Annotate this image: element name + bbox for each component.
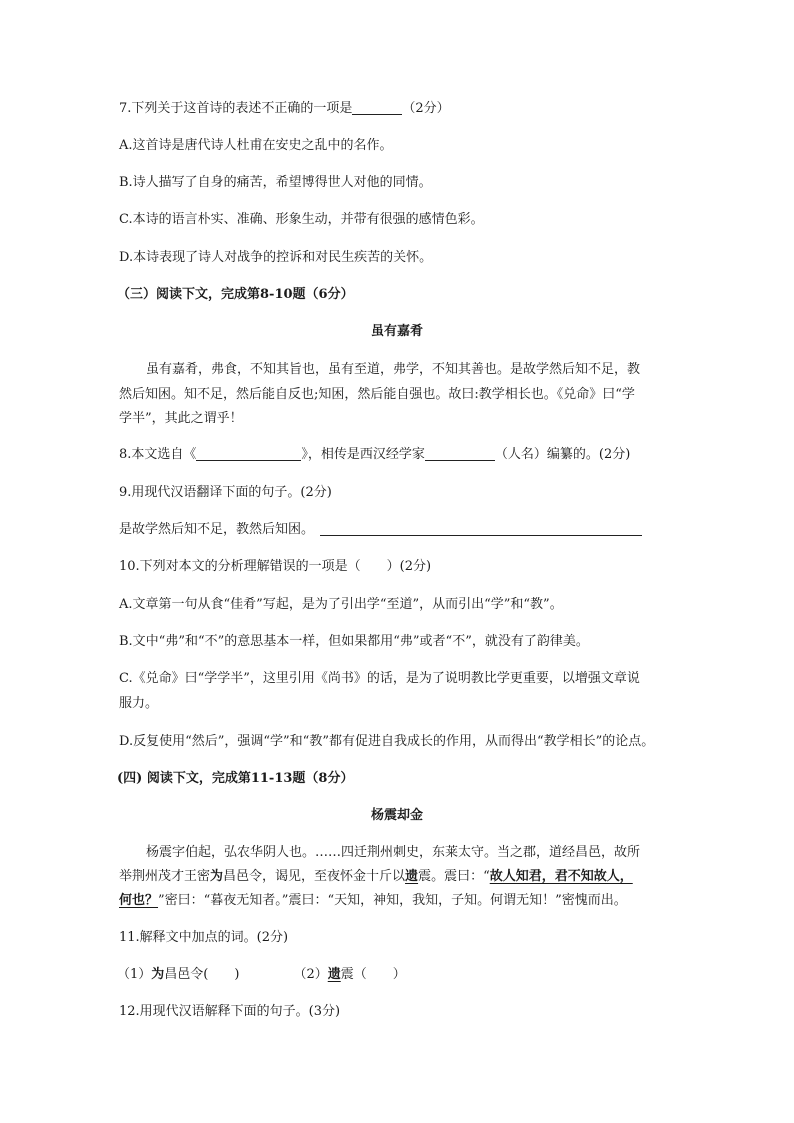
passage-2-line-1: 杨震字伯起，弘农华阴人也。……四迁荆州刺史，东莱太守。当之郡，道经昌邑，故所 — [146, 845, 641, 860]
q11-item-2-text: 震（ ） — [340, 967, 406, 982]
q8-text-c: （人名）编纂的。(2分) — [494, 447, 631, 462]
dotted-word-wei: 为 — [210, 869, 224, 884]
q11-item-2-num: （2） — [293, 967, 328, 982]
passage-2-line-3 — [119, 892, 627, 910]
q7-answer-blank[interactable] — [352, 100, 402, 115]
q7-option-a: A.这首诗是唐代诗人杜甫在安史之乱中的名作。 — [119, 138, 393, 153]
passage-title-2: 杨震却金 — [370, 808, 423, 823]
q11-item-1-word: 为 — [151, 967, 165, 982]
passage-2-text: 昌邑令，谒见，至夜怀金十斤以 — [223, 869, 406, 884]
q9-sentence-line — [119, 521, 642, 539]
q7-stem-text: 7.下列关于这首诗的表述不正确的一项是 — [119, 101, 353, 116]
q7-option-c: C.本诗的语言朴实、准确、形象生动，并带有很强的感情色彩。 — [119, 212, 484, 227]
q8-person-blank[interactable] — [425, 446, 495, 461]
dotted-word-wei-gift: 遗 — [405, 869, 419, 884]
q10-option-c-line-2: 服力。 — [119, 696, 159, 711]
q11-item-2-word: 遗 — [327, 967, 341, 982]
passage-2-text: 举荆州茂才王密 — [119, 869, 211, 884]
passage-1-line-2: 然后知困。知不足，然后能自反也;知困，然后能自强也。故曰:教学相长也。《兑命》曰“学 — [119, 387, 635, 402]
underlined-sentence-part-1: 故人知君，君不知故人， — [489, 869, 633, 884]
q10-option-a: A.文章第一句从食“佳肴”写起，是为了引出学“至道”，从而引出“学”和“教”。 — [119, 597, 563, 612]
q8 — [119, 446, 630, 464]
q10-option-c-line-1: C.《兑命》曰“学学半”，这里引用《尚书》的话，是为了说明教比学更重要，以增强文章说 — [119, 671, 640, 686]
q7-option-d: D.本诗表现了诗人对战争的控诉和对民生疾苦的关怀。 — [119, 250, 433, 265]
q9-answer-blank[interactable] — [320, 521, 642, 536]
q11-item-1-num: （1） — [117, 967, 152, 982]
q7-option-b: B.诗人描写了自身的痛苦，希望博得世人对他的同情。 — [119, 175, 432, 190]
passage-2-line-2 — [119, 868, 633, 886]
q11-stem: 11.解释文中加点的词。(2分) — [119, 930, 289, 945]
section-3-header: （三）阅读下文，完成第8-10题（6分） — [117, 287, 354, 302]
q11-items — [117, 966, 406, 984]
q7-score: （2分） — [402, 101, 450, 116]
passage-1-line-1: 虽有嘉肴，弗食，不知其旨也，虽有至道，弗学，不知其善也。是故学然后知不足，教 — [146, 362, 641, 377]
q11-item-1-text: 昌邑令( ) — [164, 967, 240, 982]
passage-title-1: 虽有嘉肴 — [370, 324, 423, 339]
q8-text-a: 8.本文选自《 — [119, 447, 197, 462]
passage-2-text: 震。震曰：“ — [418, 869, 490, 884]
q10-stem: 10.下列对本文的分析理解错误的一项是（ ）(2分) — [119, 559, 432, 574]
q9-stem: 9.用现代汉语翻译下面的句子。(2分) — [119, 485, 332, 500]
q7-stem — [119, 100, 450, 118]
underlined-sentence-part-2: 何也？ — [119, 893, 159, 908]
q9-sentence: 是故学然后知不足，教然后知困。 — [119, 522, 315, 537]
passage-1-line-3: 学半”，其此之谓乎！ — [119, 411, 243, 426]
q12-stem: 12.用现代汉语解释下面的句子。(3分) — [119, 1004, 341, 1019]
q10-option-b: B.文中“弗”和“不”的意思基本一样，但如果都用“弗”或者“不”，就没有了韵律美。 — [119, 634, 589, 649]
q10-option-d: D.反复使用“然后”，强调“学”和“教”都有促进自我成长的作用，从而得出“教学相长”的论点。 — [119, 734, 655, 749]
section-4-header: (四) 阅读下文，完成第11-13题（8分） — [117, 771, 354, 786]
q8-book-blank[interactable] — [196, 446, 301, 461]
q8-text-b: 》，相传是西汉经学家 — [301, 447, 425, 462]
passage-2-text: ”密曰：“暮夜无知者。”震曰：“天知，神知，我知，子知。何谓无知！”密愧而出。 — [158, 893, 627, 908]
